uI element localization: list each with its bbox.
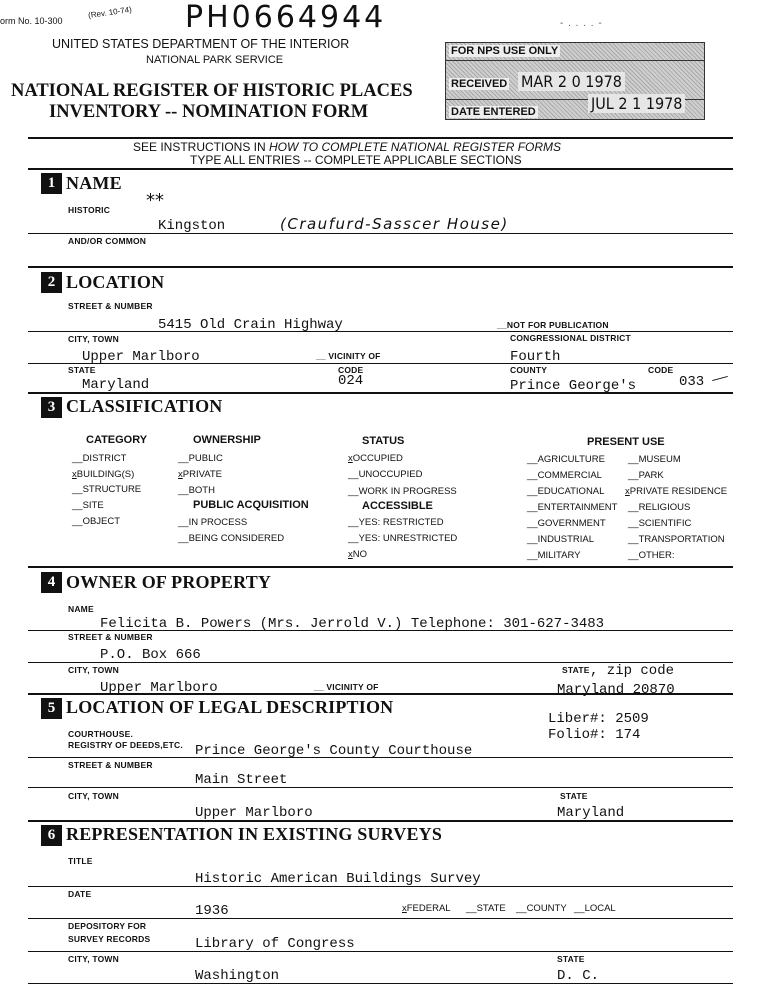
nps-use-box xyxy=(445,42,705,120)
department-name: UNITED STATES DEPARTMENT OF THE INTERIOR xyxy=(52,37,350,51)
owner-street-label: STREET & NUMBER xyxy=(68,632,153,642)
use-agriculture: __AGRICULTURE xyxy=(527,454,605,465)
depository-value: Library of Congress xyxy=(195,936,355,952)
revision-label: (Rev. 10-74) xyxy=(87,4,133,21)
level-county: __COUNTY xyxy=(516,903,567,914)
legal-street-label: STREET & NUMBER xyxy=(68,760,153,770)
status-occupied: xOCCUPIED xyxy=(348,453,403,464)
access-no: xNO xyxy=(348,549,367,560)
section-2-title: LOCATION xyxy=(66,272,165,292)
use-museum: __MUSEUM xyxy=(628,454,681,465)
section-1-title: NAME xyxy=(66,173,122,193)
use-entertainment: __ENTERTAINMENT xyxy=(527,502,618,513)
county-value: Prince George's xyxy=(510,378,637,394)
nps-box-title: FOR NPS USE ONLY xyxy=(451,45,559,57)
ownership-private: xPRIVATE xyxy=(178,469,222,480)
use-educational: __EDUCATIONAL xyxy=(527,486,605,497)
folio-number: Folio#: 174 xyxy=(548,727,641,743)
ownership-both: __BOTH xyxy=(178,485,215,496)
public-acquisition-heading: PUBLIC ACQUISITION xyxy=(193,499,309,511)
use-military: __MILITARY xyxy=(527,550,581,561)
congressional-district-value: Fourth xyxy=(510,349,561,365)
state-label: STATE xyxy=(68,365,96,375)
street-number-label: STREET & NUMBER xyxy=(68,301,153,311)
instructions-line2: TYPE ALL ENTRIES -- COMPLETE APPLICABLE SECTIONS xyxy=(190,153,522,167)
owner-city-label: CITY, TOWN xyxy=(68,665,119,675)
owner-state-value: Maryland 20870 xyxy=(557,682,675,698)
access-unrestricted: __YES: UNRESTRICTED xyxy=(348,533,458,544)
section-5-title: LOCATION OF LEGAL DESCRIPTION xyxy=(66,697,394,717)
use-scientific: __SCIENTIFIC xyxy=(628,518,692,529)
congressional-district-label: CONGRESSIONAL DISTRICT xyxy=(510,333,631,343)
location-state-value: Maryland xyxy=(82,377,150,393)
liber-number: Liber#: 2509 xyxy=(548,711,649,727)
top-right-mark: - . . . . - xyxy=(560,18,603,29)
location-city-value: Upper Marlboro xyxy=(82,349,200,365)
historic-name-value: Kingston xyxy=(158,218,226,234)
ownership-public: __PUBLIC xyxy=(178,453,223,464)
status-work-in-progress: __WORK IN PROGRESS xyxy=(348,486,457,497)
location-street-value: 5415 Old Crain Highway xyxy=(158,317,343,333)
date-entered-label: DATE ENTERED xyxy=(451,106,536,118)
survey-date-label: DATE xyxy=(68,889,92,899)
section-2-number: 2 xyxy=(41,272,62,293)
not-for-publication: __NOT FOR PUBLICATION xyxy=(497,320,609,330)
common-label: AND/OR COMMON xyxy=(68,236,147,246)
survey-state-label: STATE xyxy=(557,954,585,964)
access-restricted: __YES: RESTRICTED xyxy=(348,517,444,528)
form-title-line2: INVENTORY -- NOMINATION FORM xyxy=(49,102,369,122)
owner-name-label: NAME xyxy=(68,604,94,614)
county-code-checkmark xyxy=(712,376,728,381)
county-code-label: CODE xyxy=(648,365,674,375)
present-use-heading: PRESENT USE xyxy=(587,436,665,448)
acquisition-being-considered: __BEING CONSIDERED xyxy=(178,533,285,544)
category-building: xBUILDING(S) xyxy=(72,469,135,480)
survey-title-label: TITLE xyxy=(68,856,93,866)
section-6-number: 6 xyxy=(41,825,62,846)
city-town-label: CITY, TOWN xyxy=(68,334,119,344)
use-industrial: __INDUSTRIAL xyxy=(527,534,595,545)
owner-vicinity-label: __ VICINITY OF xyxy=(314,682,379,692)
courthouse-value: Prince George's County Courthouse xyxy=(195,743,473,759)
received-label: RECEIVED xyxy=(451,78,508,90)
accessible-heading: ACCESSIBLE xyxy=(362,500,433,512)
owner-street-value: P.O. Box 666 xyxy=(100,647,201,663)
section-4-title: OWNER OF PROPERTY xyxy=(66,572,272,592)
use-government: __GOVERNMENT xyxy=(527,518,606,529)
code-label: CODE xyxy=(338,365,364,375)
owner-city-value: Upper Marlboro xyxy=(100,680,218,696)
depository-label1: DEPOSITORY FOR xyxy=(68,921,147,931)
instructions-line1: SEE INSTRUCTIONS IN HOW TO COMPLETE NATIONAL REGISTER FORMS xyxy=(133,140,562,154)
use-other: __OTHER: xyxy=(628,550,675,561)
survey-title-value: Historic American Buildings Survey xyxy=(195,871,481,887)
form-title-line1: NATIONAL REGISTER OF HISTORIC PLACES xyxy=(11,81,413,101)
use-commercial: __COMMERCIAL xyxy=(527,470,602,481)
use-park: __PARK xyxy=(628,470,664,481)
use-religious: __RELIGIOUS xyxy=(628,502,691,513)
status-heading: STATUS xyxy=(362,435,405,447)
section-3-number: 3 xyxy=(41,397,62,418)
state-code-value: 024 xyxy=(338,373,364,389)
status-unoccupied: __UNOCCUPIED xyxy=(348,469,423,480)
handwritten-ref-number: PH0664944 xyxy=(185,0,387,35)
courthouse-label: COURTHOUSE. xyxy=(68,729,134,739)
vicinity-label: __ VICINITY OF xyxy=(316,351,381,361)
county-label: COUNTY xyxy=(510,365,548,375)
section-3-title: CLASSIFICATION xyxy=(66,396,223,416)
survey-date-value: 1936 xyxy=(195,903,229,919)
section-1-number: 1 xyxy=(41,173,62,194)
owner-name-value: Felicita B. Powers (Mrs. Jerrold V.) Telephone: 301-627-3483 xyxy=(100,616,605,632)
category-structure: __STRUCTURE xyxy=(72,484,142,495)
depository-label2: SURVEY RECORDS xyxy=(68,934,151,944)
section-6-title: REPRESENTATION IN EXISTING SURVEYS xyxy=(66,824,443,844)
category-district: __DISTRICT xyxy=(72,453,127,464)
section-5-number: 5 xyxy=(41,698,62,719)
legal-street-value: Main Street xyxy=(195,772,288,788)
category-heading: CATEGORY xyxy=(86,434,148,446)
survey-city-value: Washington xyxy=(195,968,280,984)
level-federal: xFEDERAL xyxy=(402,903,451,914)
use-private-residence: xPRIVATE RESIDENCE xyxy=(625,486,728,497)
ownership-heading: OWNERSHIP xyxy=(193,434,261,446)
historic-handwritten-mark: ** xyxy=(146,190,164,211)
level-state: __STATE xyxy=(466,903,506,914)
category-site: __SITE xyxy=(72,500,104,511)
legal-state-value: Maryland xyxy=(557,805,625,821)
owner-zip-typed: , zip code xyxy=(590,663,675,679)
level-local: __LOCAL xyxy=(574,903,616,914)
acquisition-in-process: __IN PROCESS xyxy=(178,517,248,528)
registry-label: REGISTRY OF DEEDS,ETC. xyxy=(68,740,183,750)
county-code-value: 033 xyxy=(679,374,705,390)
legal-city-label: CITY, TOWN xyxy=(68,791,119,801)
received-stamp: MAR 2 0 1978 xyxy=(518,72,625,91)
form-number: orm No. 10-300 xyxy=(0,16,63,26)
section-4-number: 4 xyxy=(41,572,62,593)
historic-handwritten-name: (Craufurd-Sasscer House) xyxy=(280,215,509,233)
use-transportation: __TRANSPORTATION xyxy=(628,534,725,545)
legal-city-value: Upper Marlboro xyxy=(195,805,313,821)
category-object: __OBJECT xyxy=(72,516,121,527)
survey-city-label: CITY, TOWN xyxy=(68,954,119,964)
service-name: NATIONAL PARK SERVICE xyxy=(146,54,284,66)
date-entered-stamp: JUL 2 1 1978 xyxy=(588,94,685,113)
historic-label: HISTORIC xyxy=(68,205,111,215)
owner-state-label: STATE xyxy=(562,665,590,675)
survey-state-value: D. C. xyxy=(557,968,600,984)
legal-state-label: STATE xyxy=(560,791,588,801)
